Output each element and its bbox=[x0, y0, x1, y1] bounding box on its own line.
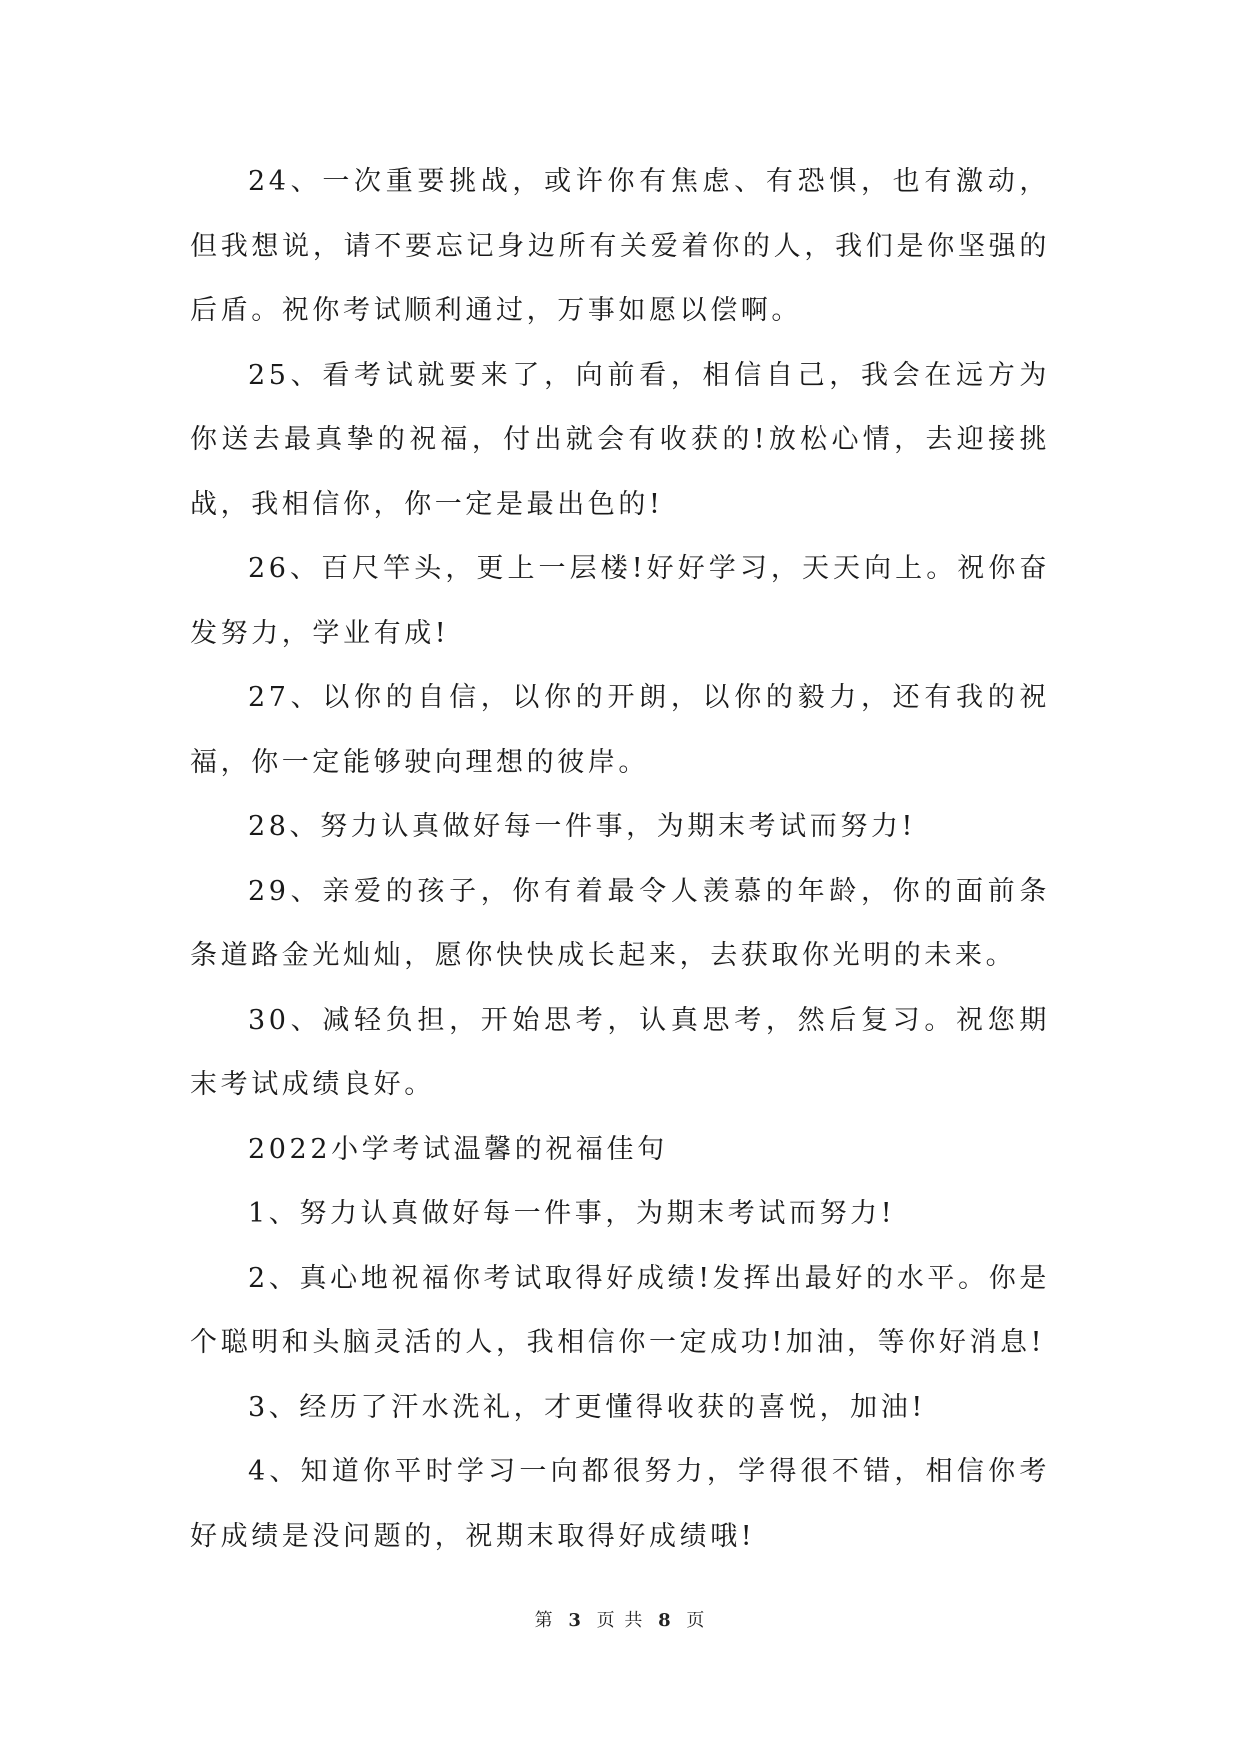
paragraph-25: 25、看考试就要来了，向前看，相信自己，我会在远方为你送去最真挚的祝福，付出就会有收获的!放松心情，去迎接挑战，我相信你，你一定是最出色的! bbox=[190, 359, 1050, 520]
paragraph-24: 24、一次重要挑战，或许你有焦虑、有恐惧，也有激动，但我想说，请不要忘记身边所有关爱着你的人，我们是你坚强的后盾。祝你考试顺利通过，万事如愿以偿啊。 bbox=[190, 166, 1050, 326]
paragraph-27: 27、以你的自信，以你的开朗，以你的毅力，还有我的祝福，你一定能够驶向理想的彼岸。 bbox=[190, 682, 1050, 778]
paragraph-1: 1、努力认真做好每一件事，为期末考试而努力! bbox=[248, 1198, 896, 1229]
footer-middle: 页 共 bbox=[596, 1610, 645, 1631]
paragraph-26: 26、百尺竿头，更上一层楼!好好学习，天天向上。祝你奋发努力，学业有成! bbox=[190, 553, 1050, 649]
paragraph-28: 28、努力认真做好每一件事，为期末考试而努力! bbox=[248, 811, 917, 842]
paragraph-2: 2、真心地祝福你考试取得好成绩!发挥出最好的水平。你是个聪明和头脑灵活的人，我相信你一定成功!加油，等你好消息! bbox=[190, 1262, 1050, 1358]
total-page-number: 8 bbox=[658, 1610, 673, 1631]
current-page-number: 3 bbox=[568, 1610, 583, 1631]
paragraph-3: 3、经历了汗水洗礼，才更懂得收获的喜悦，加油! bbox=[248, 1391, 926, 1423]
paragraph-4: 4、知道你平时学习一向都很努力，学得很不错，相信你考好成绩是没问题的，祝期末取得好成绩哦! bbox=[190, 1456, 1050, 1552]
paragraph-29: 29、亲爱的孩子，你有着最令人羡慕的年龄，你的面前条条道路金光灿灿，愿你快快成长起来，去获取你光明的未来。 bbox=[190, 875, 1050, 971]
footer-prefix: 第 bbox=[534, 1610, 555, 1631]
paragraph-30: 30、减轻负担，开始思考，认真思考，然后复习。祝您期末考试成绩良好。 bbox=[190, 1004, 1050, 1100]
page-footer bbox=[0, 1606, 1241, 1632]
footer-suffix: 页 bbox=[686, 1610, 707, 1631]
document-body bbox=[190, 150, 1050, 1569]
section-heading: 2022小学考试温馨的祝福佳句 bbox=[248, 1133, 668, 1165]
